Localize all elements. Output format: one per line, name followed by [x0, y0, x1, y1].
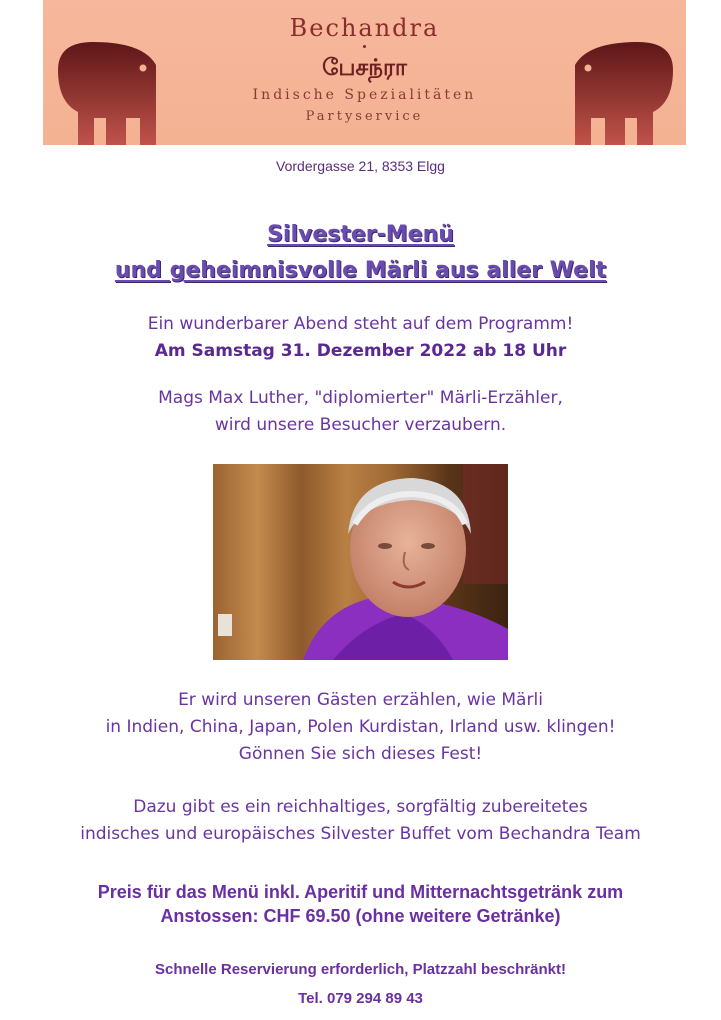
page-title: Silvester-Menü: [267, 222, 454, 247]
reservation-note: Schnelle Reservierung erforderlich, Platzzahl beschränkt!: [155, 961, 566, 978]
buffet-line-2: indisches und europäisches Silvester Buffet vom Bechandra Team: [80, 824, 641, 844]
storyteller-line-1: Mags Max Luther, "diplomierter" Märli-Erzähler,: [158, 388, 563, 408]
brand-tamil: பேசந்ரா: [322, 55, 407, 81]
price-line-2: Anstossen: CHF 69.50 (ohne weitere Getränke): [160, 906, 561, 926]
address: Vordergasse 21, 8353 Elgg: [276, 158, 445, 174]
intro-text: Ein wunderbarer Abend steht auf dem Programm!: [147, 314, 574, 334]
stories-line-1: Er wird unseren Gästen erzählen, wie Märli: [178, 690, 543, 710]
storyteller-photo: [213, 464, 508, 660]
price-line-1: Preis für das Menü inkl. Aperitif und Mitternachtsgetränk zum: [97, 882, 624, 902]
brand-subtagline: Partyservice: [305, 109, 424, 124]
stories-line-2: in Indien, China, Japan, Polen Kurdistan, Irland usw. klingen!: [105, 717, 616, 737]
storyteller-line-2: wird unsere Besucher verzaubern.: [214, 415, 507, 435]
brand-dot: [363, 45, 366, 48]
event-date: Am Samstag 31. Dezember 2022 ab 18 Uhr: [154, 341, 567, 361]
header-banner: [43, 0, 686, 145]
brand-name: Bechandra: [289, 14, 440, 42]
stories-line-3: Gönnen Sie sich dieses Fest!: [238, 744, 483, 764]
page-subtitle: und geheimnisvolle Märli aus aller Welt: [114, 258, 607, 283]
brand-tagline: Indische Spezialitäten: [252, 87, 477, 103]
buffet-line-1: Dazu gibt es ein reichhaltiges, sorgfältig zubereitetes: [133, 797, 588, 817]
phone-number: Tel. 079 294 89 43: [298, 990, 423, 1007]
elephant-right-icon: [573, 40, 683, 145]
